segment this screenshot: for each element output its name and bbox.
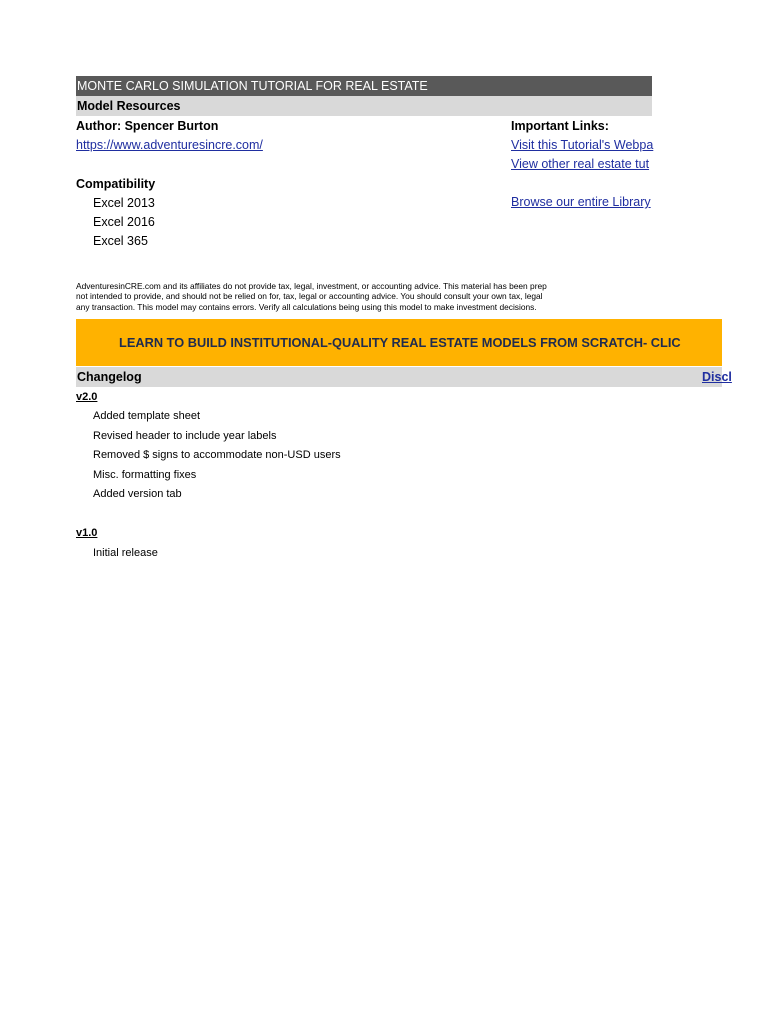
tutorial-webpage-link[interactable]: Visit this Tutorial's Webpa: [511, 138, 654, 152]
model-resources-header: Model Resources: [76, 96, 652, 116]
changelog-heading: Changelog: [77, 370, 142, 384]
other-tutorials-link[interactable]: View other real estate tut: [511, 157, 650, 171]
changelog-item: Misc. formatting fixes: [93, 469, 197, 481]
important-links-heading: Important Links:: [511, 119, 609, 133]
compat-excel-365: Excel 365: [93, 234, 148, 248]
promo-banner-text[interactable]: LEARN TO BUILD INSTITUTIONAL-QUALITY REAL ESTATE MODELS FROM SCRATCH- CLIC: [119, 335, 681, 350]
disclaimer-line: any transaction. This model may contains errors. Verify all calculations being using this model to make investment decisions.: [76, 301, 537, 312]
disclaimer-text: [76, 281, 652, 312]
changelog-header: [76, 367, 732, 387]
compat-excel-2016: Excel 2016: [93, 215, 155, 229]
changelog-item: Removed $ signs to accommodate non-USD users: [93, 449, 341, 461]
sheet-title: MONTE CARLO SIMULATION TUTORIAL FOR REAL ESTATE: [76, 76, 652, 96]
disclaimer-link[interactable]: Discl: [702, 370, 732, 384]
promo-banner[interactable]: [76, 319, 722, 366]
disclaimer-line: not intended to provide, and should not be relied on for, tax, legal or accounting advice. You should consult your own tax, legal: [76, 291, 543, 302]
changelog-item: Added version tab: [93, 488, 182, 500]
compatibility-heading: Compatibility: [76, 177, 156, 191]
changelog-item: Initial release: [93, 547, 158, 559]
changelog-item: Revised header to include year labels: [93, 430, 277, 442]
disclaimer-line: AdventuresinCRE.com and its affiliates do not provide tax, legal, investment, or accounting advice. This material has been prep: [76, 281, 547, 291]
author-url-link[interactable]: https://www.adventuresincre.com/: [76, 138, 263, 152]
author-label: Author: Spencer Burton: [76, 119, 219, 133]
version-label-v1: v1.0: [76, 527, 98, 539]
version-label-v2: v2.0: [76, 391, 98, 403]
changelog-item: Added template sheet: [93, 410, 201, 422]
library-link[interactable]: Browse our entire Library: [511, 195, 651, 209]
compat-excel-2013: Excel 2013: [93, 196, 155, 210]
